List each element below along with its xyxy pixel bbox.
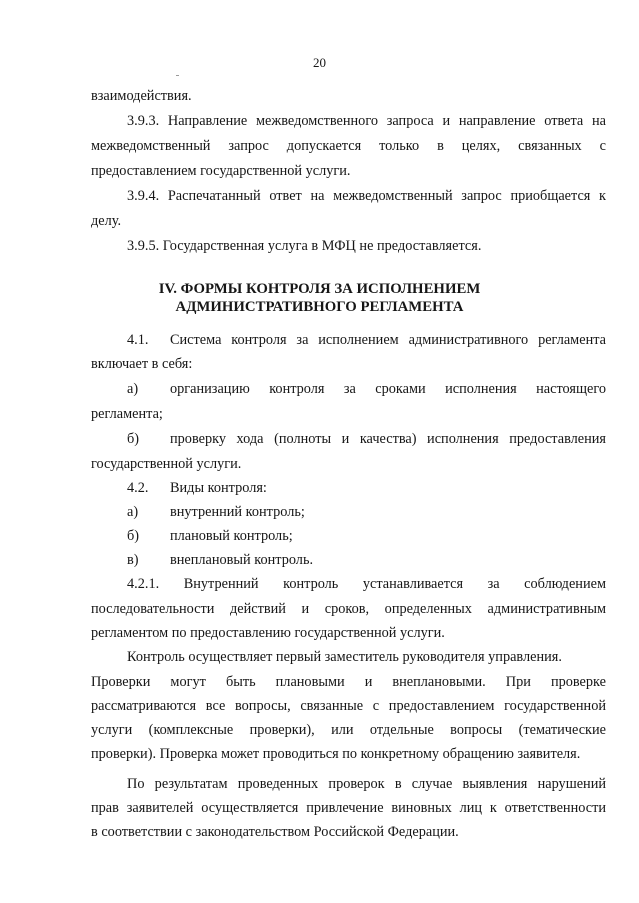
text-line: государственной услуги. (91, 456, 242, 472)
text-line: 3.9.3. Направление межведомственного запроса и направление ответа на (127, 113, 606, 129)
text-line: внутренний контроль; (170, 504, 305, 520)
text-line: в соответствии с законодательством Российской Федерации. (91, 824, 459, 840)
section-heading: АДМИНИСТРАТИВНОГО РЕГЛАМЕНТА (175, 299, 464, 315)
text-line: услуги (комплексные проверки), или отдельные вопросы (тематические (91, 722, 606, 738)
text-line: прав заявителей осуществляется привлечение виновных лиц к ответственности (91, 800, 606, 816)
text-line: предоставлением государственной услуги. (91, 163, 351, 179)
item-number: 4.2. (127, 480, 149, 496)
page-number: 20 (313, 55, 326, 70)
item-number: 4.1. (127, 332, 149, 348)
text-line: организацию контроля за сроками исполнения настоящего (170, 381, 606, 397)
scan-speck (176, 75, 179, 76)
text-line: рассматриваются все вопросы, связанные с предоставлением государственной (91, 698, 606, 714)
text-line: регламентом по предоставлению государственной услуги. (91, 625, 445, 641)
list-marker: а) (127, 381, 139, 397)
text-line: взаимодействия. (91, 88, 192, 104)
text-line: Виды контроля: (170, 480, 267, 496)
list-marker: б) (127, 528, 140, 544)
text-line: Контроль осуществляет первый заместитель руководителя управления. (127, 649, 562, 665)
text-line: 3.9.4. Распечатанный ответ на межведомственный запрос приобщается к (127, 188, 606, 204)
text-line: последовательности действий и сроков, определенных административным (91, 601, 606, 617)
text-line: включает в себя: (91, 356, 193, 372)
text-line: Система контроля за исполнением административного регламента (170, 332, 606, 348)
text-line: делу. (91, 213, 122, 229)
text-line: регламента; (91, 406, 163, 422)
text-line: проверку хода (полноты и качества) исполнения предоставления (170, 431, 606, 447)
text-line: 4.2.1. Внутренний контроль устанавливается за соблюдением (127, 576, 606, 592)
text-line: По результатам проведенных проверок в случае выявления нарушений (127, 776, 606, 792)
text-line: Проверки могут быть плановыми и внеплановыми. При проверке (91, 674, 606, 690)
text-line: внеплановый контроль. (170, 552, 314, 568)
text-line: межведомственный запрос допускается только в целях, связанных с (91, 138, 606, 154)
text-line: плановый контроль; (170, 528, 293, 544)
text-line: 3.9.5. Государственная услуга в МФЦ не предоставляется. (127, 238, 482, 254)
text-line: проверки). Проверка может проводиться по конкретному обращению заявителя. (91, 746, 581, 762)
section-heading: IV. ФОРМЫ КОНТРОЛЯ ЗА ИСПОЛНЕНИЕМ (158, 281, 481, 297)
list-marker: в) (127, 552, 139, 568)
list-marker: б) (127, 431, 140, 447)
list-marker: а) (127, 504, 139, 520)
